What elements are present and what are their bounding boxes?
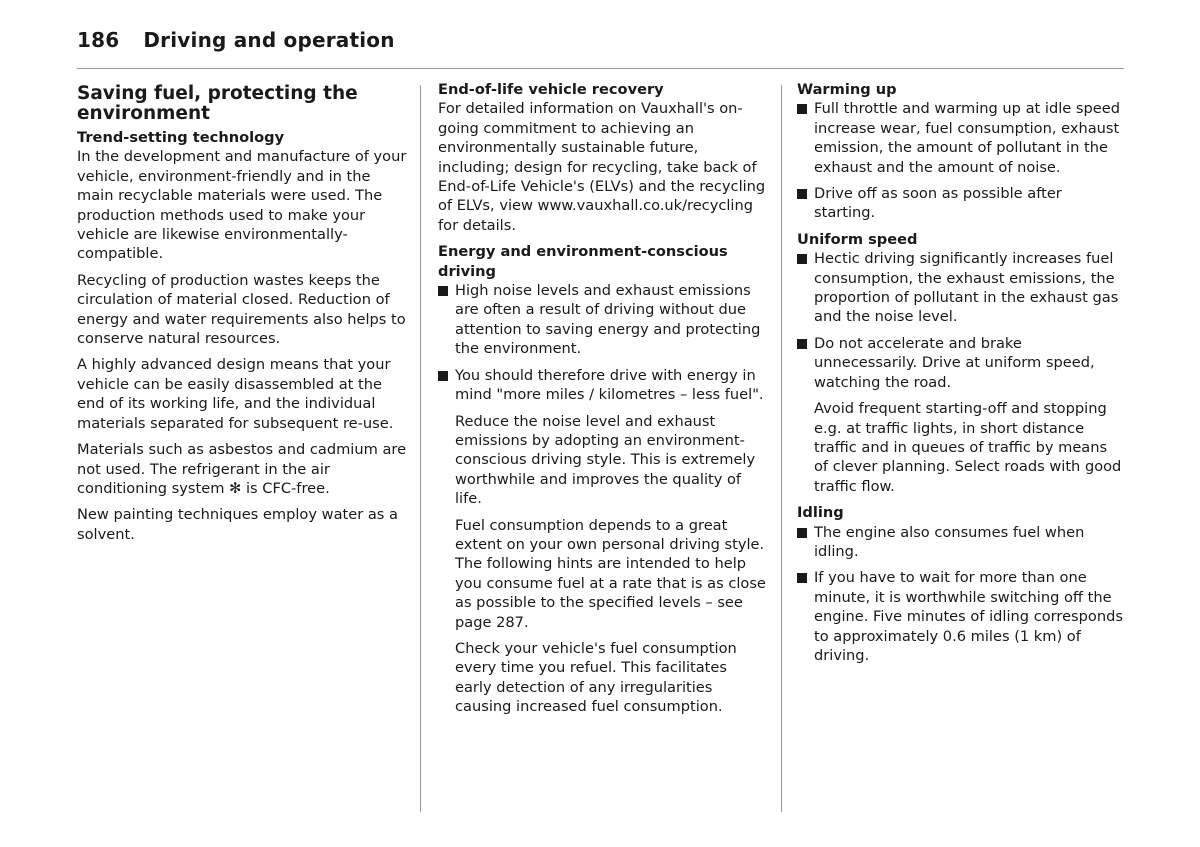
paragraph-refrigerant: Materials such as asbestos and cadmium are not used. The refrigerant in the air conditioning system ✻ is CFC-free. [77,441,407,497]
chapter-title: Driving and operation [143,28,395,52]
snowflake-icon: ✻ [229,479,242,497]
section-title: Saving fuel, protecting the environment [77,83,358,124]
bullet-square-icon [438,286,448,296]
bullet-item: You should therefore drive with energy in mind "more miles / kilometres – less fuel". [438,366,766,405]
bullet-item: If you have to wait for more than one minute, it is worthwhile switching off the engine. Five minutes of idling corresponds to approximately 0.6 miles (1 km) of driving. [797,568,1125,665]
bullet-square-icon [797,189,807,199]
column-1 [77,80,407,551]
paragraph: A highly advanced design means that your vehicle can be easily disassembled at the end of its working life, and the individual materials separated for subsequent re-use. [77,356,394,432]
subheading-warming-up: Warming up [797,81,897,98]
paragraph: New painting techniques employ water as a solvent. [77,506,398,543]
bullet-square-icon [797,528,807,538]
header-rule [77,68,1124,69]
subheading-trend-setting: Trend-setting technology [77,129,285,146]
page-header [77,28,395,52]
bullet-item: The engine also consumes fuel when idling. [797,523,1125,562]
indented-paragraph: Check your vehicle's fuel consumption every time you refuel. This facilitates early detection of any irregularities causing increased fuel consumption. [455,639,737,716]
subheading-idling: Idling [797,504,844,522]
column-2 [438,80,766,724]
indented-paragraph: Avoid frequent starting-off and stopping e.g. at traffic lights, in short distance traffic and in queues of traffic by means of clever planning. Select roads with good traffic flow. [814,400,1122,495]
bullet-square-icon [438,371,448,381]
indented-paragraph: Fuel consumption depends to a great extent on your own personal driving style. The following hints are intended to help you consume fuel at a rate that is as close as possible to the specified levels – see page 287. [455,516,766,631]
bullet-square-icon [797,104,807,114]
subheading-energy-conscious: Energy and environment-conscious driving [438,243,728,280]
bullet-item: Full throttle and warming up at idle speed increase wear, fuel consumption, exhaust emission, the amount of pollutant in the exhaust and the amount of noise. [797,99,1125,177]
indented-paragraph: Reduce the noise level and exhaust emissions by adopting an environment-conscious driving style. This is extremely worthwhile and improves the quality of life. [455,412,756,508]
column-3 [797,80,1125,672]
bullet-item: High noise levels and exhaust emissions are often a result of driving without due attention to saving energy and protecting the environment. [438,281,766,359]
bullet-square-icon [797,339,807,349]
paragraph: For detailed information on Vauxhall's on-going commitment to achieving an environmentally sustainable future, including; design for recycling, take back of End-of-Life Vehicle's (ELVs) and the recycling of ELVs, view www.vauxhall.co.uk/recycling for details. [438,100,766,234]
subheading-end-of-life: End-of-life vehicle recovery [438,81,664,98]
bullet-item: Do not accelerate and brake unnecessarily. Drive at uniform speed, watching the road. [797,334,1125,392]
column-divider [420,85,421,812]
bullet-item: Drive off as soon as possible after starting. [797,184,1125,223]
page-number: 186 [77,28,120,52]
bullet-item: Hectic driving significantly increases fuel consumption, the exhaust emissions, the proportion of pollutant in the exhaust gas and the noise level. [797,249,1125,327]
column-divider [781,85,782,812]
bullet-square-icon [797,254,807,264]
paragraph: In the development and manufacture of your vehicle, environment-friendly and in the main recyclable materials were used. The production methods used to make your vehicle are likewise environmentally-compatible. [77,148,407,263]
paragraph: Recycling of production wastes keeps the circulation of material closed. Reduction of energy and water requirements also helps to conserve natural resources. [77,271,406,348]
subheading-uniform-speed: Uniform speed [797,230,918,248]
bullet-square-icon [797,573,807,583]
